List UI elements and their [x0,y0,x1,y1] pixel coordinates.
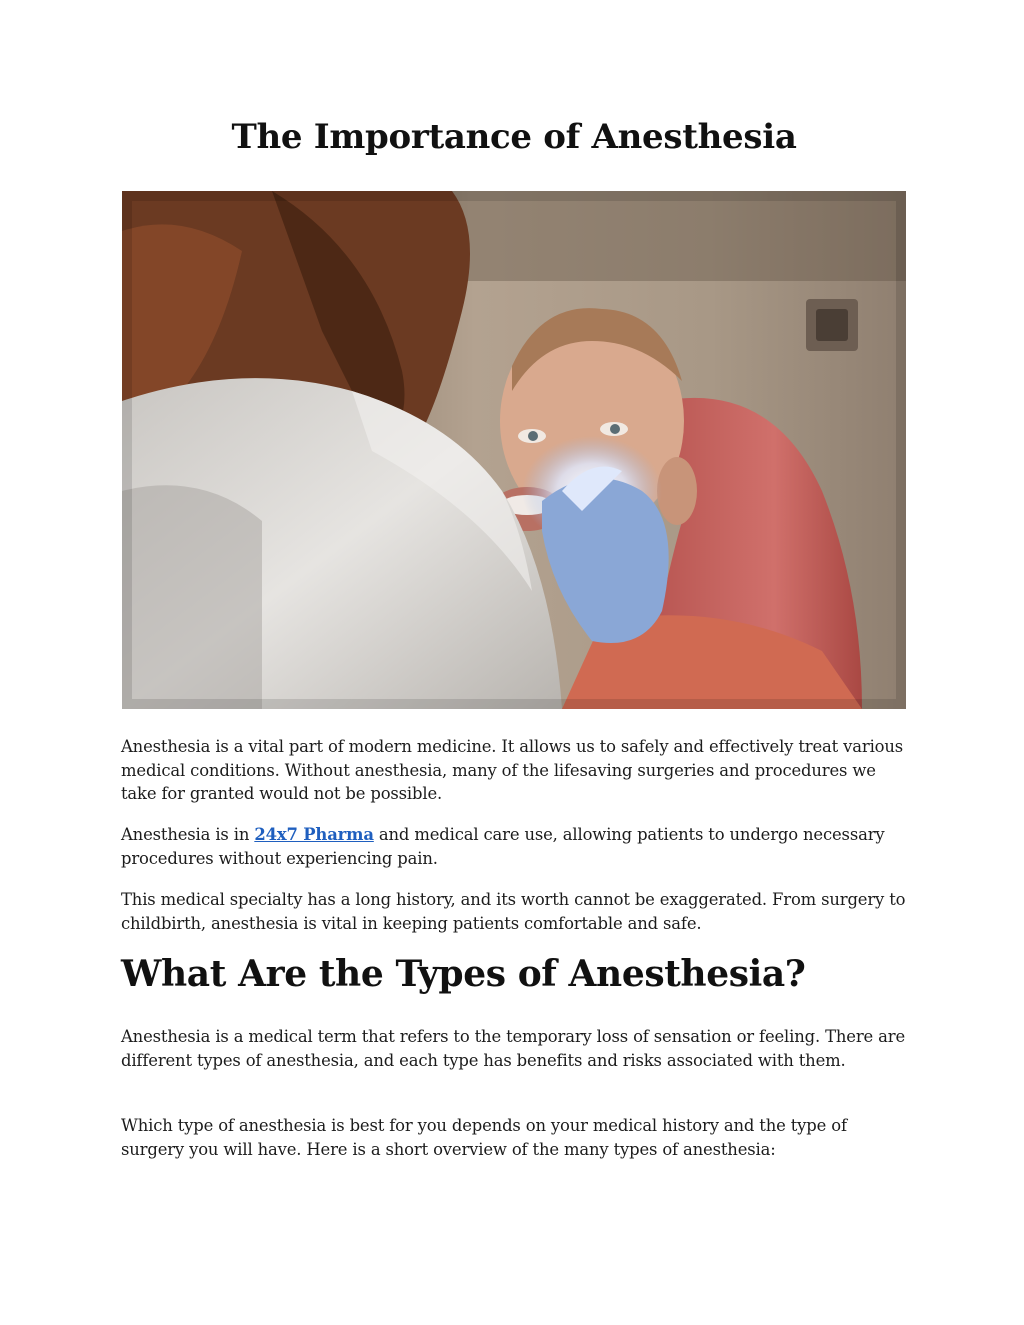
pharma-link[interactable]: 24x7 Pharma [254,825,374,844]
types-paragraph-2: Which type of anesthesia is best for you depends on your medical history and the type of surgery you will have. Here is a short overview of the many types of anesthesia: [121,1116,847,1159]
dentist-child-illustration [122,191,906,709]
types-paragraph-1: Anesthesia is a medical term that refers to the temporary loss of sensation or feeling. There are different types of anesthesia, and each type has benefits and risks associated with them. [121,1027,905,1070]
intro-paragraph-3: This medical specialty has a long history, and its worth cannot be exaggerated. From surgery to childbirth, anesthesia is vital in keeping patients comfortable and safe. [121,890,906,933]
types-section-heading: What Are the Types of Anesthesia? [121,953,806,995]
page-title: The Importance of Anesthesia [231,117,797,157]
intro-paragraph-2-before: Anesthesia is in [121,825,255,844]
intro-paragraph-2-after: and medical care use, allowing patients to undergo necessary procedures without experiencing pain. [121,825,885,868]
article-photo [122,191,906,709]
intro-paragraph-1: Anesthesia is a vital part of modern medicine. It allows us to safely and effectively treat various medical conditions. Without anesthesia, many of the lifesaving surgeries and procedures we take for granted would not be possible. [121,737,904,803]
intro-paragraph-2 [121,823,907,870]
